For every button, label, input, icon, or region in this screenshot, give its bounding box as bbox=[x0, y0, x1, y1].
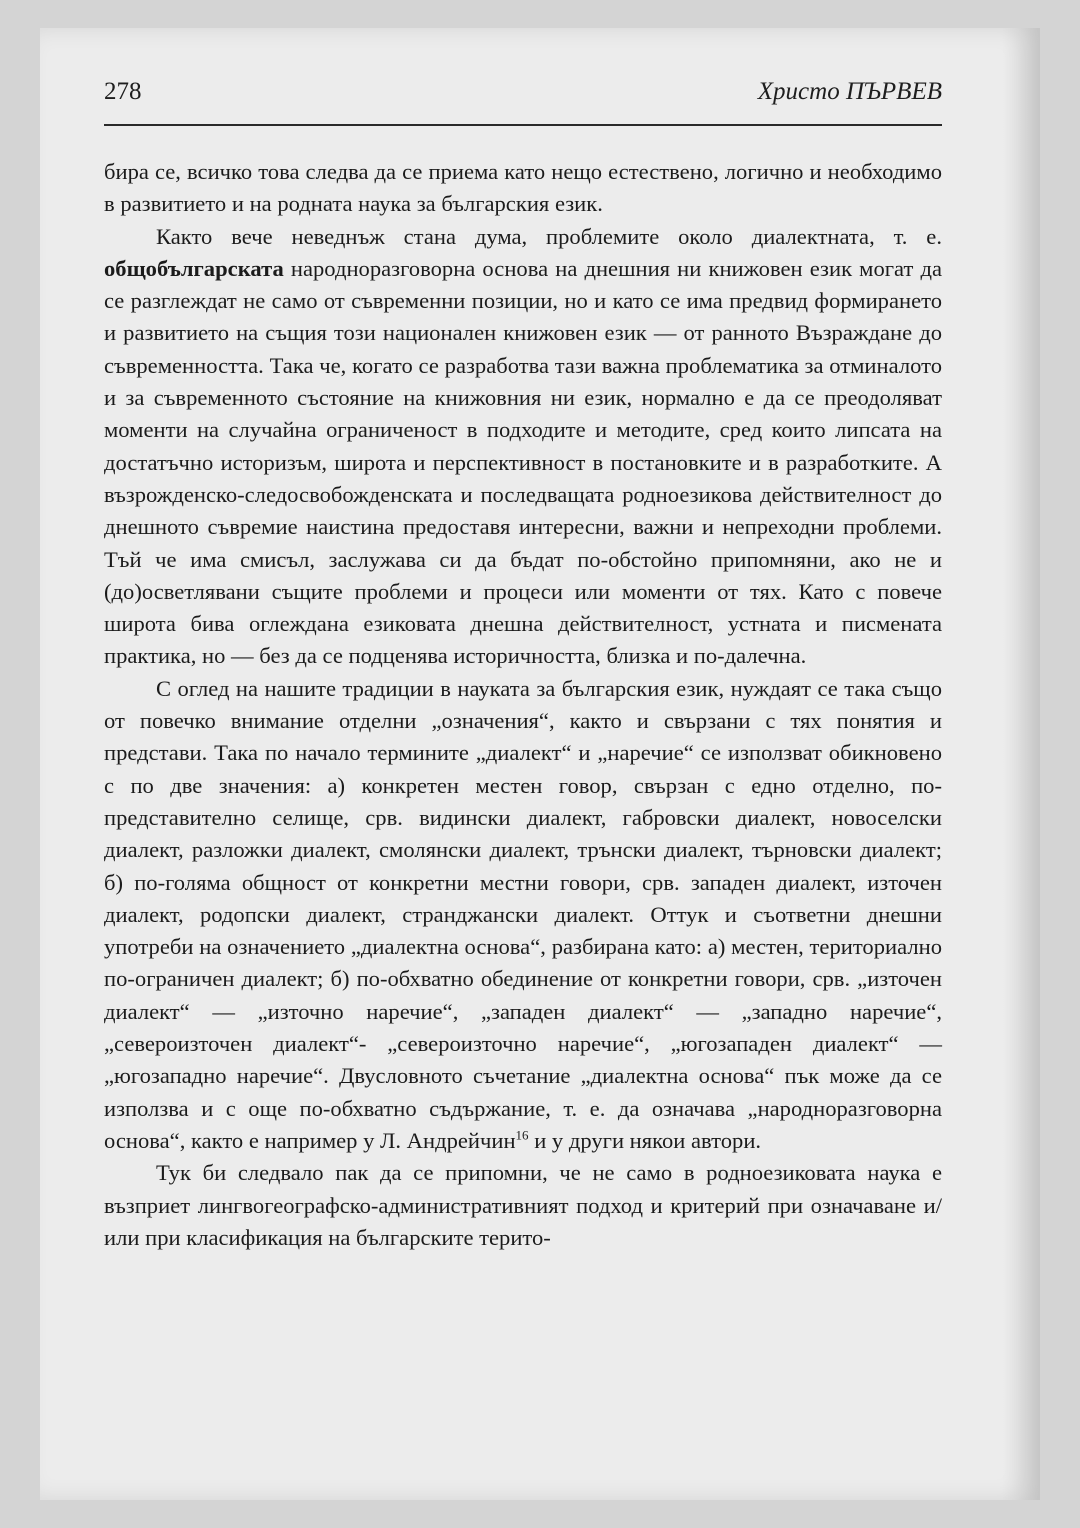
paragraph-2 bbox=[104, 221, 942, 673]
footnote-ref-16[interactable]: 16 bbox=[515, 1127, 529, 1143]
page-header bbox=[104, 76, 942, 126]
paragraph-1 bbox=[104, 156, 942, 221]
paragraph-2-bold-term: общобългарската bbox=[104, 255, 284, 281]
paragraph-1-text: бира се, всичко това следва да се приема като нещо естествено, логично и необходимо в развитието и на родната наука за българския език. bbox=[104, 159, 942, 217]
page-number: 278 bbox=[104, 78, 142, 105]
body-text bbox=[104, 156, 942, 1254]
page-gutter-shadow bbox=[1002, 28, 1040, 1500]
paragraph-2-text-before-bold: Както вече неведнъж стана дума, проблемите около диалектната, т. е. bbox=[156, 223, 942, 249]
paragraph-3 bbox=[104, 673, 942, 1157]
paragraph-3-text-before-footnote: С оглед на нашите традиции в науката за българския език, нуждаят се така също от повечко внимание отделни „означения“, както и свързани с тях понятия и представи. Така по начало термините „диалект“ и „наречие“ се използват обикновено с по две значения: а) конкретен местен говор, свързан с едно отделно, по-представително селище, срв. видински диалект, габровски диалект, новоселски диалект, разложки диалект, смолянски диалект, трънски диалект, търновски диалект; б) по-голяма общност от конкретни местни говори, срв. западен диалект, източен диалект, родопски диалект, странджански диалект. Оттук и съответни днешни употреби на означението „диалектна основа“, разбирана като: а) местен, териториално по-ограничен диалект; б) по-обхватно обединение от конкретни говори, срв. „източен диалект“ — „източно наречие“, „западен диалект“ — „западно наречие“, „североизточен диалект“- „североизточно наречие“, „югозападен диалект“ — „югозападно наречие“. Двусловното съчетание „диалектна основа“ пък може да се използва и с още по-обхватно съдържание, т. е. да означава „народноразговорна основа“, както е например у Л. Андрейчин bbox=[104, 675, 942, 1153]
running-head-author: Христо ПЪРВЕВ bbox=[757, 78, 942, 105]
paragraph-3-text-after-footnote: и у други някои автори. bbox=[528, 1127, 762, 1153]
paragraph-4-text: Тук би следвало пак да се припомни, че не само в родноезиковата наука е възприет лингвогеографско-административният подход и критерий при означаване и/или при класификация на българските терито- bbox=[104, 1160, 942, 1250]
paragraph-4 bbox=[104, 1157, 942, 1254]
paragraph-2-text-after-bold: народноразговорна основа на днешния ни книжовен език могат да се разглеждат не само от съвременни позиции, но и като се има предвид формирането и развитието на същия този национален книжовен език — от ранното Възраждане до съвременността. Така че, когато се разработва тази важна проблематика за отминалото и за съвременното състояние на книжовния ни език, нормално е да се преодоляват моменти на случайна ограниченост в подходите и методите, сред които липсата на достатъчно историзъм, широта и перспективност в постановките и в разработките. А възрожденско-следосвобожденската и последващата родноезикова действителност до днешното съвремие наистина предоставя интересни, важни и непреходни проблеми. Тъй че има смисъл, заслужава си да бъдат по-обстойно припомняни, ако не и (до)осветлявани същите проблеми и процеси или моменти от тях. Като с повече широта бива оглеждана езиковата днешна действителност, устната и писмената практика, но — без да се подценява историчността, близка и по-далечна. bbox=[104, 255, 942, 669]
